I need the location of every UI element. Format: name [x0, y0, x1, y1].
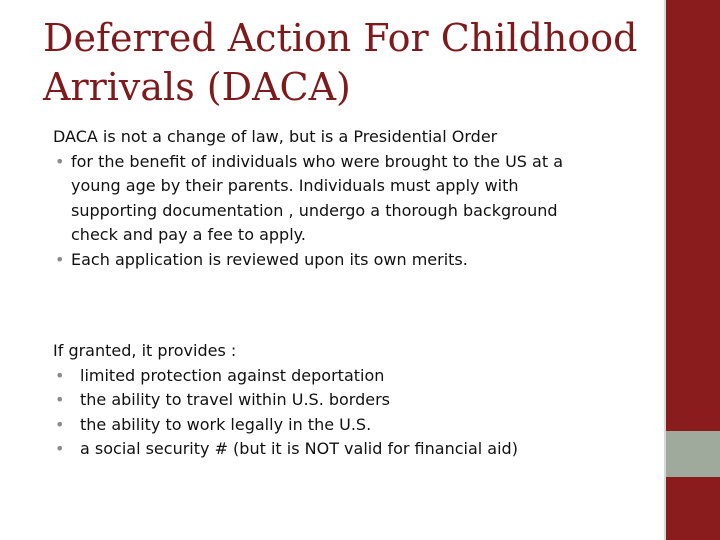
list-item: [53, 413, 653, 438]
bullet-line: young age by their parents. Individuals must apply with: [71, 176, 519, 195]
bullet-icon: •: [55, 439, 65, 458]
list-item: [53, 437, 653, 462]
sidebar-accent-block: [666, 431, 720, 477]
list-item: [53, 364, 653, 389]
list-item: [53, 388, 653, 413]
list-item-text: the ability to travel within U.S. borders: [80, 390, 391, 409]
slide-title-line-2: Arrivals (DACA): [43, 65, 351, 109]
intro-text: DACA is not a change of law, but is a Presidential Order: [53, 127, 498, 146]
content-block-overview: [53, 125, 653, 272]
bullet-icon: •: [55, 249, 65, 269]
bullet-icon: •: [55, 414, 65, 434]
bullet-icon: •: [55, 151, 65, 171]
list-item-text: a social security # (but it is NOT valid for financial aid): [80, 439, 518, 458]
intro-text-granted: If granted, it provides :: [53, 341, 237, 360]
bullet-icon: •: [55, 390, 65, 409]
bullet-line: for the benefit of individuals who were brought to the US at a: [71, 151, 563, 171]
bullet-item-benefit: [53, 150, 653, 248]
bullet-item-merits: [53, 248, 653, 273]
bullet-line: supporting documentation , undergo a thorough background: [71, 200, 558, 220]
list-item-text: limited protection against deportation: [80, 365, 385, 385]
slide-title-line-1: Deferred Action For Childhood: [43, 16, 638, 60]
slide-title: [43, 14, 653, 112]
bullet-icon: •: [55, 365, 65, 385]
bullet-line: check and pay a fee to apply.: [71, 225, 306, 244]
list-item-text: the ability to work legally in the U.S.: [80, 414, 372, 434]
bullet-line: Each application is reviewed upon its own merits.: [71, 249, 468, 269]
content-block-provisions: [53, 339, 653, 462]
